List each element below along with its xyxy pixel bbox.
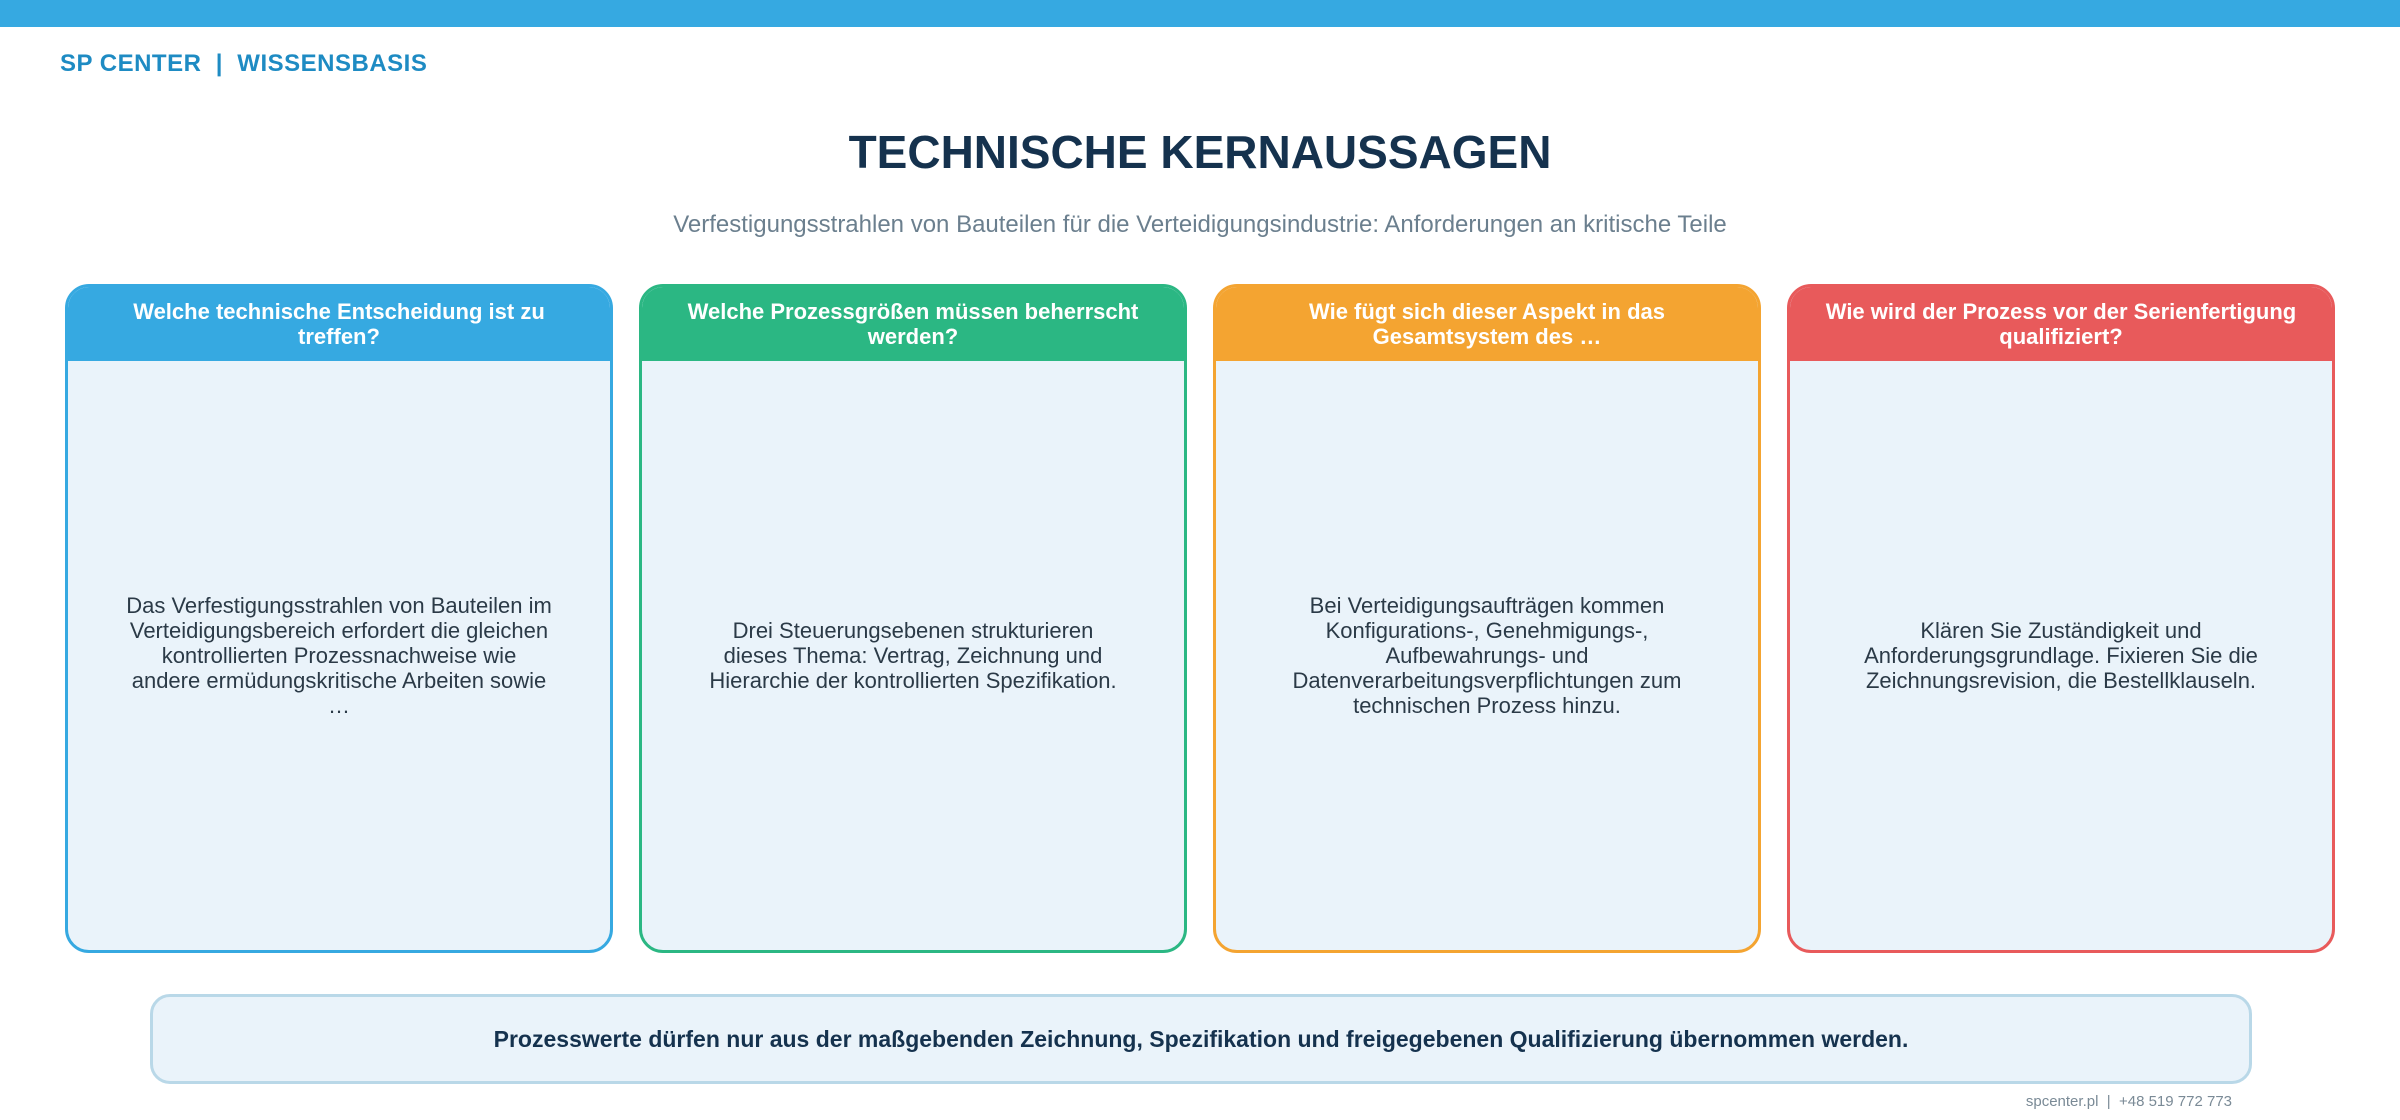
card-technical-decision bbox=[65, 284, 613, 953]
card-text: Klären Sie Zuständigkeit und Anforderungsgrundlage. Fixieren Sie die Zeichnungsrevision, die Bestellklauseln. bbox=[1864, 618, 2258, 693]
card-qualification bbox=[1787, 284, 2335, 953]
card-text: Bei Verteidigungsaufträgen kommen Konfigurations-, Genehmigungs-, Aufbewahrungs- und Datenverarbeitungsverpflichtungen zum technischen Prozess hinzu. bbox=[1292, 593, 1682, 718]
card-text: Drei Steuerungsebenen strukturieren dieses Thema: Vertrag, Zeichnung und Hierarchie der kontrollierten Spezifikation. bbox=[709, 618, 1117, 693]
brand-label: SP CENTER | WISSENSBASIS bbox=[60, 50, 428, 77]
card-header: Welche Prozessgrößen müssen beherrscht werden? bbox=[642, 287, 1184, 361]
card-header: Wie fügt sich dieser Aspekt in das Gesamtsystem des … bbox=[1216, 287, 1758, 361]
footer-contact: spcenter.pl | +48 519 772 773 bbox=[2025, 1093, 2232, 1110]
card-header: Welche technische Entscheidung ist zu treffen? bbox=[68, 287, 610, 361]
card-overall-system bbox=[1213, 284, 1761, 953]
page-title: TECHNISCHE KERNAUSSAGEN bbox=[848, 126, 1552, 178]
card-text: Das Verfestigungsstrahlen von Bauteilen im Verteidigungsbereich erfordert die gleichen kontrollierten Prozessnachweise wie andere ermüdungskritische Arbeiten sowie … bbox=[126, 593, 552, 718]
card-process-variables bbox=[639, 284, 1187, 953]
card-header: Wie wird der Prozess vor der Serienfertigung qualifiziert? bbox=[1790, 287, 2332, 361]
top-accent-bar bbox=[0, 0, 2400, 27]
key-note-banner: Prozesswerte dürfen nur aus der maßgebenden Zeichnung, Spezifikation und freigegebenen Qualifizierung übernommen werden. bbox=[150, 994, 2252, 1084]
page-subtitle: Verfestigungsstrahlen von Bauteilen für die Verteidigungsindustrie: Anforderungen an kritische Teile bbox=[673, 211, 1727, 238]
